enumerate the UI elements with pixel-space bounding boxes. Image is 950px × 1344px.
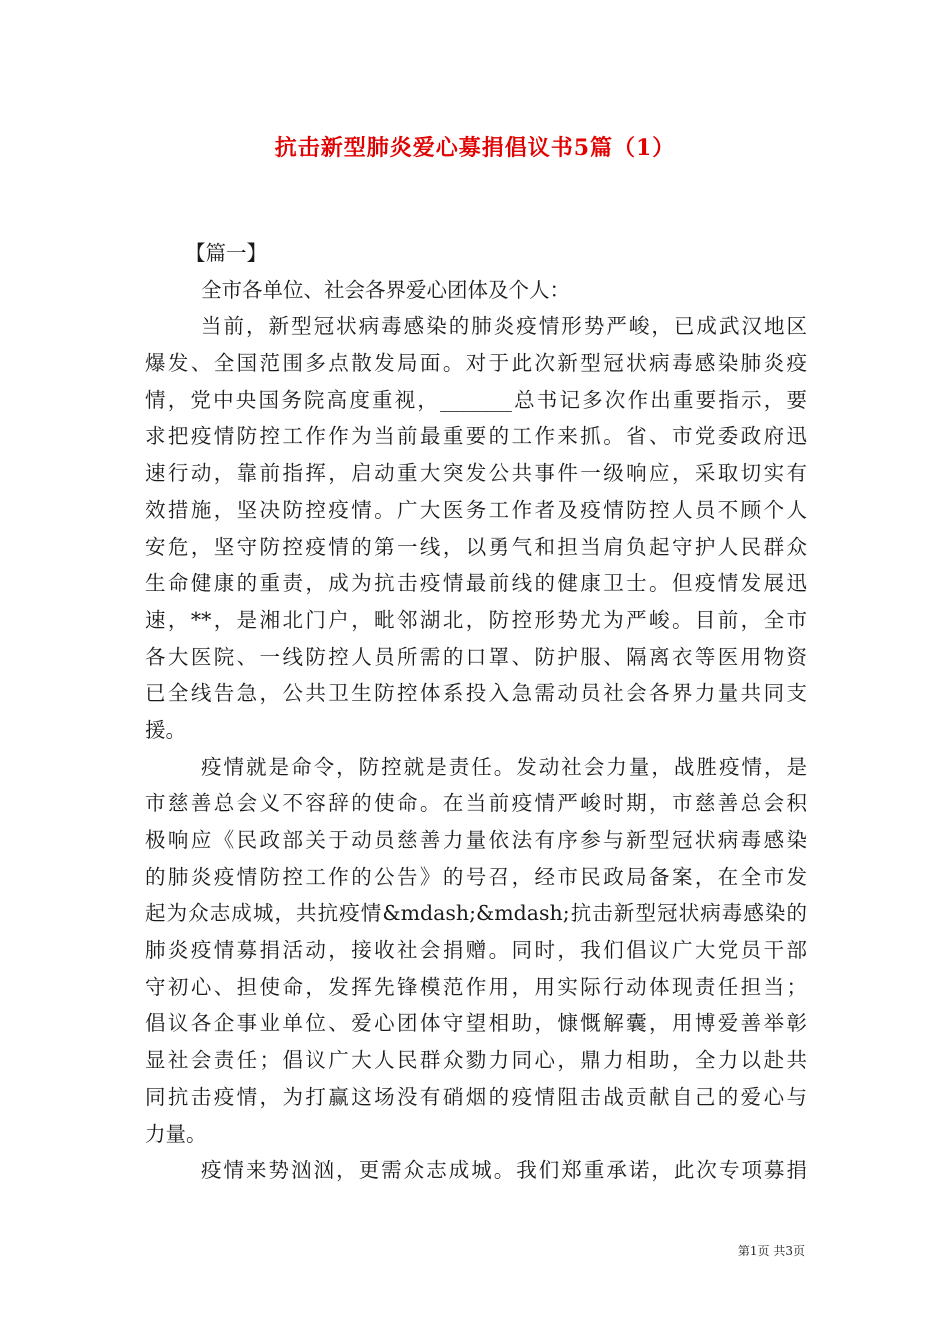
paragraph-line: 倡议各企事业单位、爱心团体守望相助，慷慨解囊，用博爱善举彰 [145, 1011, 807, 1036]
paragraph-line: 援。 [145, 717, 186, 742]
paragraph-line: 同抗击疫情，为打赢这场没有硝烟的疫情阻击战贡献自己的爱心与 [145, 1084, 807, 1109]
paragraph-line: 速，**，是湘北门户，毗邻湖北，防控形势尤为严峻。目前，全市 [145, 607, 807, 632]
paragraph-line: 效措施，坚决防控疫情。广大医务工作者及疫情防控人员不顾个人 [145, 497, 807, 522]
paragraph-line: 生命健康的重责，成为抗击疫情最前线的健康卫士。但疫情发展迅 [145, 571, 807, 596]
paragraph-line: 市慈善总会义不容辞的使命。在当前疫情严峻时期，市慈善总会积 [145, 791, 807, 816]
paragraph-line: 疫情来势汹汹，更需众志成城。我们郑重承诺，此次专项募捐 [201, 1158, 807, 1183]
salutation: 全市各单位、社会各界爱心团体及个人： [201, 277, 570, 302]
paragraph-line: 起为众志成城，共抗疫情&mdash;&mdash;抗击新型冠状病毒感染的 [145, 901, 807, 926]
paragraph-line: 已全线告急，公共卫生防控体系投入急需动员社会各界力量共同支 [145, 681, 807, 706]
paragraph-line: 爆发、全国范围多点散发局面。对于此次新型冠状病毒感染肺炎疫 [145, 351, 807, 376]
paragraph-line: 显社会责任；倡议广大人民群众勠力同心，鼎力相助，全力以赴共 [145, 1048, 807, 1073]
paragraph-line: 求把疫情防控工作作为当前最重要的工作来抓。省、市党委政府迅 [145, 424, 807, 449]
page-number: 第1页 共3页 [737, 1244, 805, 1258]
paragraph-line: 极响应《民政部关于动员慈善力量依法有序参与新型冠状病毒感染 [145, 828, 807, 852]
paragraph-line: 力量。 [145, 1121, 207, 1146]
paragraph-line: 肺炎疫情募捐活动，接收社会捐赠。同时，我们倡议广大党员干部 [145, 938, 807, 963]
paragraph-line: 速行动，靠前指挥，启动重大突发公共事件一级响应，采取切实有 [145, 461, 807, 486]
paragraph-line: 疫情就是命令，防控就是责任。发动社会力量，战胜疫情，是 [201, 754, 807, 779]
document-body [145, 235, 807, 1189]
section-label: 【篇一】 [185, 241, 267, 265]
paragraph-line: 各大医院、一线防控人员所需的口罩、防护服、隔离衣等医用物资 [145, 644, 807, 669]
document-title: 抗击新型肺炎爱心募捐倡议书5篇（1） [274, 135, 676, 161]
paragraph-line: 情，党中央国务院高度重视，_______总书记多次作出重要指示，要 [145, 387, 807, 412]
paragraph-line: 守初心、担使命，发挥先锋模范作用，用实际行动体现责任担当； [145, 974, 807, 999]
paragraph-line: 当前，新型冠状病毒感染的肺炎疫情形势严峻，已成武汉地区 [201, 314, 807, 339]
paragraph-line: 的肺炎疫情防控工作的公告》的号召，经市民政局备案，在全市发 [145, 864, 807, 889]
paragraph-line: 安危，坚守防控疫情的第一线，以勇气和担当肩负起守护人民群众 [145, 534, 807, 559]
